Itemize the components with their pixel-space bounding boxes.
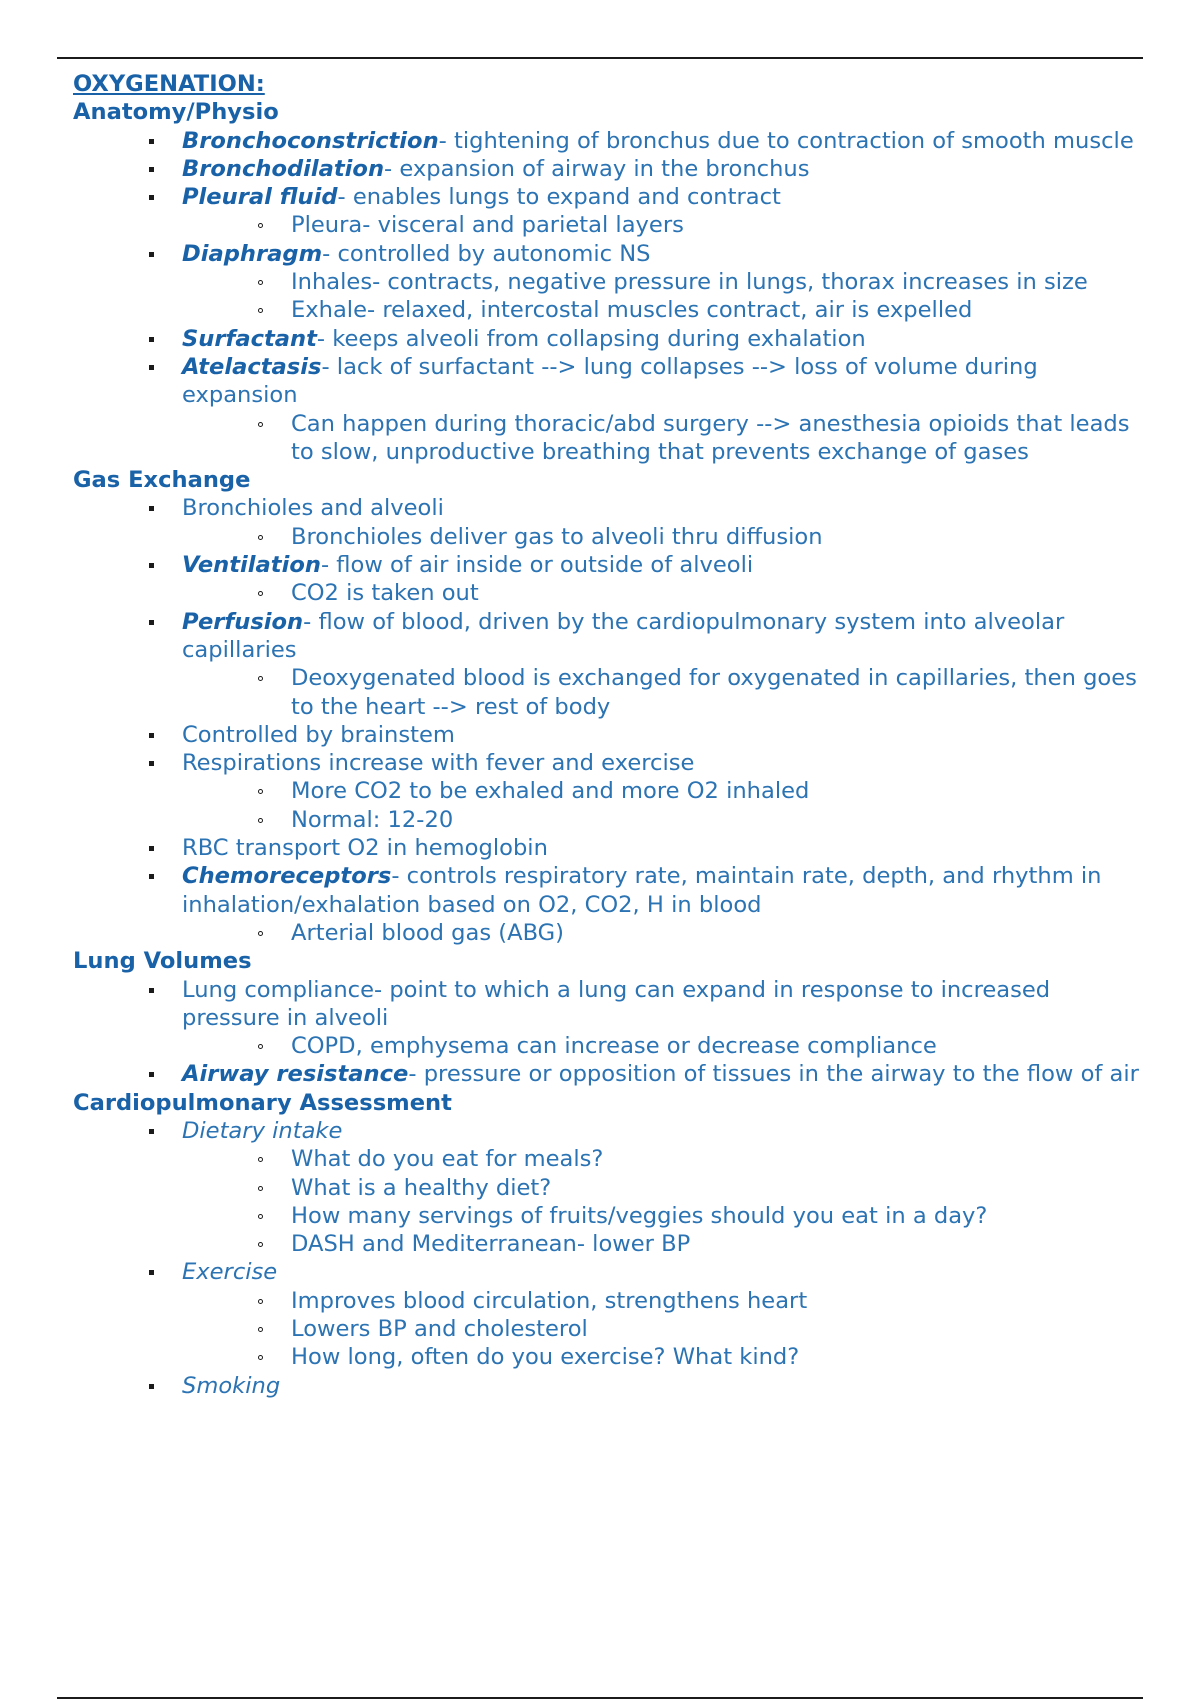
term-surfactant: Surfactant [182, 325, 317, 352]
list-item [182, 1117, 1148, 1258]
sub-list [182, 211, 1148, 239]
list-item [182, 551, 1148, 608]
definition: - keeps alveoli from collapsing during exhalation [316, 325, 866, 352]
term-bronchoconstriction: Bronchoconstriction [182, 127, 439, 154]
item-text: Lung compliance- point to which a lung can expand in response to increased pressure in alveoli [182, 976, 1051, 1031]
sub-list-item: Exhale- relaxed, intercostal muscles contract, air is expelled [291, 296, 1148, 324]
sub-list-item: Bronchioles deliver gas to alveoli thru diffusion [291, 523, 1148, 551]
list-item: RBC transport O2 in hemoglobin [182, 834, 1148, 862]
sub-list-item: More CO2 to be exhaled and more O2 inhaled [291, 777, 1148, 805]
section-heading-anatomy: Anatomy/Physio [73, 99, 279, 126]
sub-list [182, 777, 1148, 834]
list-item [182, 862, 1148, 947]
definition: - enables lungs to expand and contract [337, 184, 781, 211]
term-chemoreceptors: Chemoreceptors [182, 863, 392, 890]
list-item [182, 127, 1148, 155]
list-item [182, 183, 1148, 240]
page-title: OXYGENATION: [73, 71, 265, 97]
list-item [182, 1372, 1148, 1400]
definition: - controlled by autonomic NS [322, 240, 651, 267]
sub-list [182, 410, 1148, 467]
definition: - flow of air inside or outside of alveoli [320, 552, 754, 579]
list-item [182, 1258, 1148, 1371]
sub-list-item: Can happen during thoracic/abd surgery --> anesthesia opioids that leads to slow, unproductive breathing that prevents exchange of gases [291, 410, 1148, 467]
sub-list-item: How long, often do you exercise? What kind? [291, 1343, 1148, 1371]
list-item [182, 494, 1148, 551]
sub-list-item: What do you eat for meals? [291, 1145, 1148, 1173]
sub-list-item: How many servings of fruits/veggies should you eat in a day? [291, 1202, 1148, 1230]
term-diaphragm: Diaphragm [182, 240, 323, 267]
sub-list-item: Lowers BP and cholesterol [291, 1315, 1148, 1343]
sub-list [182, 579, 1148, 607]
sub-list-item: Deoxygenated blood is exchanged for oxygenated in capillaries, then goes to the heart --> rest of body [291, 664, 1148, 721]
item-text: Exercise [182, 1259, 278, 1286]
section-heading-cardiopulmonary: Cardiopulmonary Assessment [73, 1089, 452, 1116]
sub-list-item: DASH and Mediterranean- lower BP [291, 1230, 1148, 1258]
term-pleural-fluid: Pleural fluid [182, 184, 338, 211]
term-atelactasis: Atelactasis [182, 353, 322, 380]
section-heading-lung-volumes: Lung Volumes [73, 948, 252, 975]
list-item [182, 240, 1148, 325]
item-text: Respirations increase with fever and exercise [182, 750, 695, 777]
sub-list-item: Pleura- visceral and parietal layers [291, 211, 1148, 239]
top-rule [57, 57, 1143, 59]
sub-list [182, 919, 1148, 947]
sub-list-item: Normal: 12-20 [291, 806, 1148, 834]
list-item [182, 749, 1148, 834]
list-item: Controlled by brainstem [182, 721, 1148, 749]
sub-list [182, 1145, 1148, 1258]
sub-list [182, 664, 1148, 721]
anatomy-list [73, 127, 1148, 467]
gas-exchange-list [73, 494, 1148, 947]
definition: - pressure or opposition of tissues in the airway to the flow of air [408, 1061, 1139, 1088]
term-ventilation: Ventilation [182, 552, 321, 579]
sub-list [182, 268, 1148, 325]
item-text: Smoking [182, 1372, 281, 1399]
list-item [182, 325, 1148, 353]
term-perfusion: Perfusion [182, 608, 304, 635]
term-airway-resistance: Airway resistance [182, 1061, 409, 1088]
list-item [182, 155, 1148, 183]
sub-list [182, 523, 1148, 551]
list-item [182, 1060, 1148, 1088]
section-heading-gas-exchange: Gas Exchange [73, 467, 251, 494]
list-item [182, 608, 1148, 721]
bottom-rule [57, 1697, 1143, 1699]
item-text: Bronchioles and alveoli [182, 495, 444, 522]
sub-list-item: Arterial blood gas (ABG) [291, 919, 1148, 947]
sub-list [182, 1287, 1148, 1372]
sub-list-item: CO2 is taken out [291, 579, 1148, 607]
list-item [182, 353, 1148, 466]
list-item [182, 976, 1148, 1061]
document-body [73, 70, 1148, 1400]
definition: - flow of blood, driven by the cardiopulmonary system into alveolar capillaries [182, 608, 1065, 663]
definition: - controls respiratory rate, maintain rate, depth, and rhythm in inhalation/exhalation based on O2, CO2, H in blood [182, 863, 1102, 918]
term-bronchodilation: Bronchodilation [182, 155, 385, 182]
sub-list-item: Inhales- contracts, negative pressure in lungs, thorax increases in size [291, 268, 1148, 296]
lung-volumes-list [73, 976, 1148, 1089]
sub-list-item: What is a healthy diet? [291, 1174, 1148, 1202]
item-text: Dietary intake [182, 1117, 343, 1144]
definition: - expansion of airway in the bronchus [384, 155, 810, 182]
definition: - tightening of bronchus due to contraction of smooth muscle [438, 127, 1134, 154]
cardiopulmonary-list [73, 1117, 1148, 1400]
definition: - lack of surfactant --> lung collapses --> loss of volume during expansion [182, 353, 1038, 409]
sub-list [182, 1032, 1148, 1060]
sub-list-item: COPD, emphysema can increase or decrease compliance [291, 1032, 1148, 1060]
sub-list-item: Improves blood circulation, strengthens heart [291, 1287, 1148, 1315]
